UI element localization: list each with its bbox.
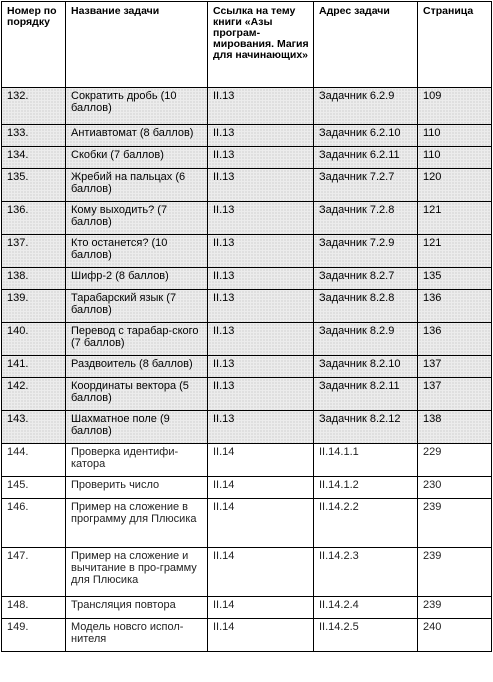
row-number: 139. (2, 290, 66, 323)
table-row (2, 548, 492, 597)
table-row (2, 88, 492, 125)
row-number: 136. (2, 202, 66, 235)
row-page: 137 (418, 356, 492, 378)
header-page: Страница (418, 2, 492, 88)
table-row (2, 499, 492, 548)
row-page: 230 (418, 477, 492, 499)
row-task-name: Тарабарский язык (7 баллов) (66, 290, 208, 323)
row-book-reference: II.13 (208, 125, 314, 147)
row-number: 138. (2, 268, 66, 290)
row-page: 110 (418, 125, 492, 147)
row-book-reference: II.13 (208, 169, 314, 202)
table-row (2, 477, 492, 499)
row-book-reference: II.13 (208, 202, 314, 235)
table-row (2, 147, 492, 169)
row-task-name: Сократить дробь (10 баллов) (66, 88, 208, 125)
row-book-reference: II.14 (208, 477, 314, 499)
row-page: 239 (418, 499, 492, 548)
row-page: 138 (418, 411, 492, 444)
row-book-reference: II.14 (208, 444, 314, 477)
row-page: 136 (418, 290, 492, 323)
row-book-reference: II.13 (208, 88, 314, 125)
row-task-name: Скобки (7 баллов) (66, 147, 208, 169)
row-task-name: Проверить число (66, 477, 208, 499)
row-task-address: II.14.2.3 (314, 548, 418, 597)
row-task-name: Модель новсго испол-нителя (66, 619, 208, 652)
row-book-reference: II.13 (208, 411, 314, 444)
row-task-name: Шахматное поле (9 баллов) (66, 411, 208, 444)
row-page: 110 (418, 147, 492, 169)
row-task-address: Задачник 8.2.11 (314, 378, 418, 411)
row-book-reference: II.14 (208, 499, 314, 548)
row-task-name: Раздвоитель (8 баллов) (66, 356, 208, 378)
row-book-reference: II.14 (208, 548, 314, 597)
tasks-table (1, 1, 492, 652)
row-task-address: Задачник 6.2.10 (314, 125, 418, 147)
row-page: 109 (418, 88, 492, 125)
row-task-address: II.14.2.4 (314, 597, 418, 619)
row-page: 121 (418, 202, 492, 235)
row-task-name: Шифр-2 (8 баллов) (66, 268, 208, 290)
row-task-name: Пример на сложение и вычитание в про-грамму для Плюсика (66, 548, 208, 597)
table-row (2, 619, 492, 652)
table-row (2, 268, 492, 290)
row-task-address: Задачник 7.2.8 (314, 202, 418, 235)
row-page: 120 (418, 169, 492, 202)
row-number: 145. (2, 477, 66, 499)
row-task-name: Перевод с тарабар-ского (7 баллов) (66, 323, 208, 356)
row-book-reference: II.14 (208, 597, 314, 619)
row-page: 137 (418, 378, 492, 411)
row-task-name: Проверка идентифи-катора (66, 444, 208, 477)
table-row (2, 444, 492, 477)
table-header (2, 2, 492, 88)
table-row (2, 169, 492, 202)
table-row (2, 290, 492, 323)
row-number: 147. (2, 548, 66, 597)
row-task-name: Кто останется? (10 баллов) (66, 235, 208, 268)
row-page: 239 (418, 548, 492, 597)
row-task-name: Координаты вектора (5 баллов) (66, 378, 208, 411)
row-task-address: Задачник 7.2.9 (314, 235, 418, 268)
row-number: 137. (2, 235, 66, 268)
table-row (2, 235, 492, 268)
header-number: Номер по порядку (2, 2, 66, 88)
row-page: 240 (418, 619, 492, 652)
table-row (2, 411, 492, 444)
row-task-address: Задачник 8.2.10 (314, 356, 418, 378)
row-page: 135 (418, 268, 492, 290)
row-task-address: Задачник 7.2.7 (314, 169, 418, 202)
table-row (2, 125, 492, 147)
row-book-reference: II.13 (208, 323, 314, 356)
row-number: 146. (2, 499, 66, 548)
row-number: 143. (2, 411, 66, 444)
table-row (2, 323, 492, 356)
row-task-address: Задачник 8.2.9 (314, 323, 418, 356)
row-task-name: Антиавтомат (8 баллов) (66, 125, 208, 147)
row-number: 132. (2, 88, 66, 125)
row-book-reference: II.13 (208, 147, 314, 169)
row-task-name: Пример на сложение в программу для Плюсика (66, 499, 208, 548)
row-task-address: Задачник 8.2.8 (314, 290, 418, 323)
row-task-address: II.14.2.5 (314, 619, 418, 652)
table-row (2, 202, 492, 235)
row-page: 229 (418, 444, 492, 477)
header-book-reference: Ссылка на тему книги «Азы програм-мирования. Магия для начинающих» (208, 2, 314, 88)
table-row (2, 378, 492, 411)
row-task-address: II.14.2.2 (314, 499, 418, 548)
row-page: 136 (418, 323, 492, 356)
table-body (2, 88, 492, 652)
row-book-reference: II.13 (208, 268, 314, 290)
row-book-reference: II.14 (208, 619, 314, 652)
header-row (2, 2, 492, 88)
row-number: 141. (2, 356, 66, 378)
row-task-name: Кому выходить? (7 баллов) (66, 202, 208, 235)
row-task-address: Задачник 6.2.9 (314, 88, 418, 125)
header-task-address: Адрес задачи (314, 2, 418, 88)
row-task-address: Задачник 6.2.11 (314, 147, 418, 169)
row-number: 142. (2, 378, 66, 411)
row-book-reference: II.13 (208, 356, 314, 378)
row-number: 148. (2, 597, 66, 619)
row-page: 239 (418, 597, 492, 619)
row-book-reference: II.13 (208, 290, 314, 323)
row-number: 149. (2, 619, 66, 652)
row-task-address: Задачник 8.2.7 (314, 268, 418, 290)
row-task-address: II.14.1.2 (314, 477, 418, 499)
row-task-address: Задачник 8.2.12 (314, 411, 418, 444)
row-number: 140. (2, 323, 66, 356)
row-task-name: Трансляция повтора (66, 597, 208, 619)
row-number: 135. (2, 169, 66, 202)
row-number: 133. (2, 125, 66, 147)
row-number: 144. (2, 444, 66, 477)
row-book-reference: II.13 (208, 235, 314, 268)
row-book-reference: II.13 (208, 378, 314, 411)
row-task-name: Жребий на пальцах (6 баллов) (66, 169, 208, 202)
row-number: 134. (2, 147, 66, 169)
table-row (2, 597, 492, 619)
row-page: 121 (418, 235, 492, 268)
table-row (2, 356, 492, 378)
row-task-address: II.14.1.1 (314, 444, 418, 477)
header-task-name: Название задачи (66, 2, 208, 88)
